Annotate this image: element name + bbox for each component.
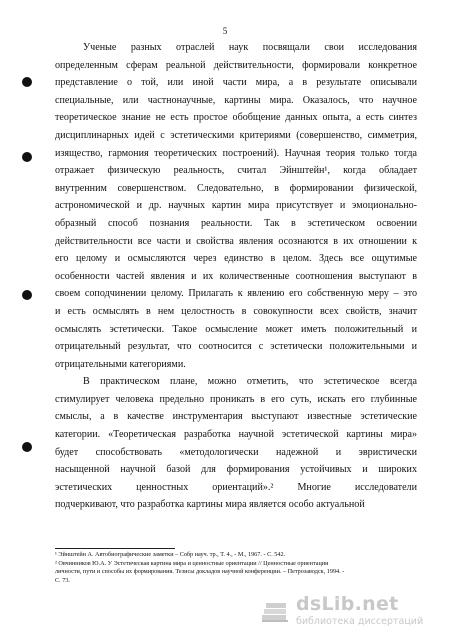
punch-hole-dot-icon <box>22 152 32 162</box>
text-line: В практическом плане, можно отметить, что эстетическое всегда <box>83 376 417 388</box>
text-line: смыслы, а в качестве инструментария выступают известные эстетические <box>55 411 417 423</box>
footnote-line: ² Овчинников Ю.А. У Эстетическая картина мира и ценностные ориентации // Ценностные ориентации <box>55 559 329 567</box>
text-line: подчеркивают, что разработка картины мира является особо актуальной <box>55 499 365 511</box>
text-line: его целому и осмысляются через единство в целом. Здесь все ощутимые <box>55 253 417 265</box>
punch-hole-dot-icon <box>22 442 32 452</box>
text-line: отрицательными категориями. <box>55 358 186 370</box>
footnotes <box>55 551 417 585</box>
book-stack-icon <box>260 599 290 625</box>
text-line: теоретическое знание не есть простое обобщение данных опыта, а есть синтез <box>55 112 417 124</box>
text-line: определенным сферам реальной действительности, формировали конкретное <box>55 59 417 71</box>
text-line: стимулирует человека предельно проникать в его суть, искать его глубинные <box>55 393 417 405</box>
text-line: внутренним совершенством. Следовательно, в формировании физической, <box>55 182 417 194</box>
watermark <box>260 593 436 631</box>
text-line: представление о той, или иной части мира, а в результате описывали <box>55 77 417 89</box>
text-line: образный способ познания реальности. Так в эстетическом освоении <box>55 217 417 229</box>
text-line: специальные, или частнонаучные, картины мира. Оказалось, что научное <box>55 94 417 106</box>
text-line: отражает физическую реальность, считал Эйнштейн¹, когда обладает <box>55 165 417 177</box>
footnote-line: С. 73. <box>55 576 70 584</box>
text-line: насыщенной научной базой для формирования устойчивых и широких <box>55 464 417 476</box>
text-line: и есть осмыслять в нем целостность в совокупности всех свойств, значит <box>55 305 417 317</box>
text-line: дисциплинарных идей с эстетическими критериями (совершенство, симметрия, <box>55 129 417 141</box>
text-line: осмыслять эстетически. Такое осмысление может иметь положительный и <box>55 323 417 335</box>
text-line: особенности частей явления и их количественные соотношения выступают в <box>55 270 417 282</box>
text-line: будет способствовать «методологически надежной и эвристически <box>55 446 417 458</box>
footnote-line: личности, пути и способы их формирования. Тезисы докладов научной конференции. – Петрозаводск, 1994. - <box>55 568 345 576</box>
text-line: изящество, гармония теоретических построений). Научная теория только тогда <box>55 147 417 159</box>
punch-hole-dot-icon <box>22 290 32 300</box>
punch-hole-dot-icon <box>22 77 32 87</box>
text-line: отрицательный результат, что соотносится с эстетически положительными и <box>55 341 417 353</box>
text-line: эстетических ценностных ориентаций».² Многие исследователи <box>55 481 417 493</box>
body-text <box>55 39 417 514</box>
text-line: астрономической и др. научных картин мира присутствует и эмоционально- <box>55 200 417 212</box>
text-line: действительности все части и свойства явления осознаются в их отношении к <box>55 235 417 247</box>
footnote-divider <box>55 548 175 549</box>
text-line: Ученые разных отраслей наук посвящали свои исследования <box>83 42 417 53</box>
text-line: своем соподчинении целому. Прилагать к явлению его собственную меру – это <box>55 288 417 300</box>
watermark-subtitle: библиотека диссертаций <box>296 616 424 627</box>
text-line: категории. «Теоретическая разработка научной эстетической картины мира» <box>55 429 417 441</box>
page-number: 5 <box>222 26 228 36</box>
watermark-title: dsLib.net <box>296 593 399 615</box>
footnote-line: ¹ Эйнштейн А. Автобиографические заметки – Собр науч. тр., Т. 4., - М., 1967. - С. 542. <box>55 551 286 558</box>
